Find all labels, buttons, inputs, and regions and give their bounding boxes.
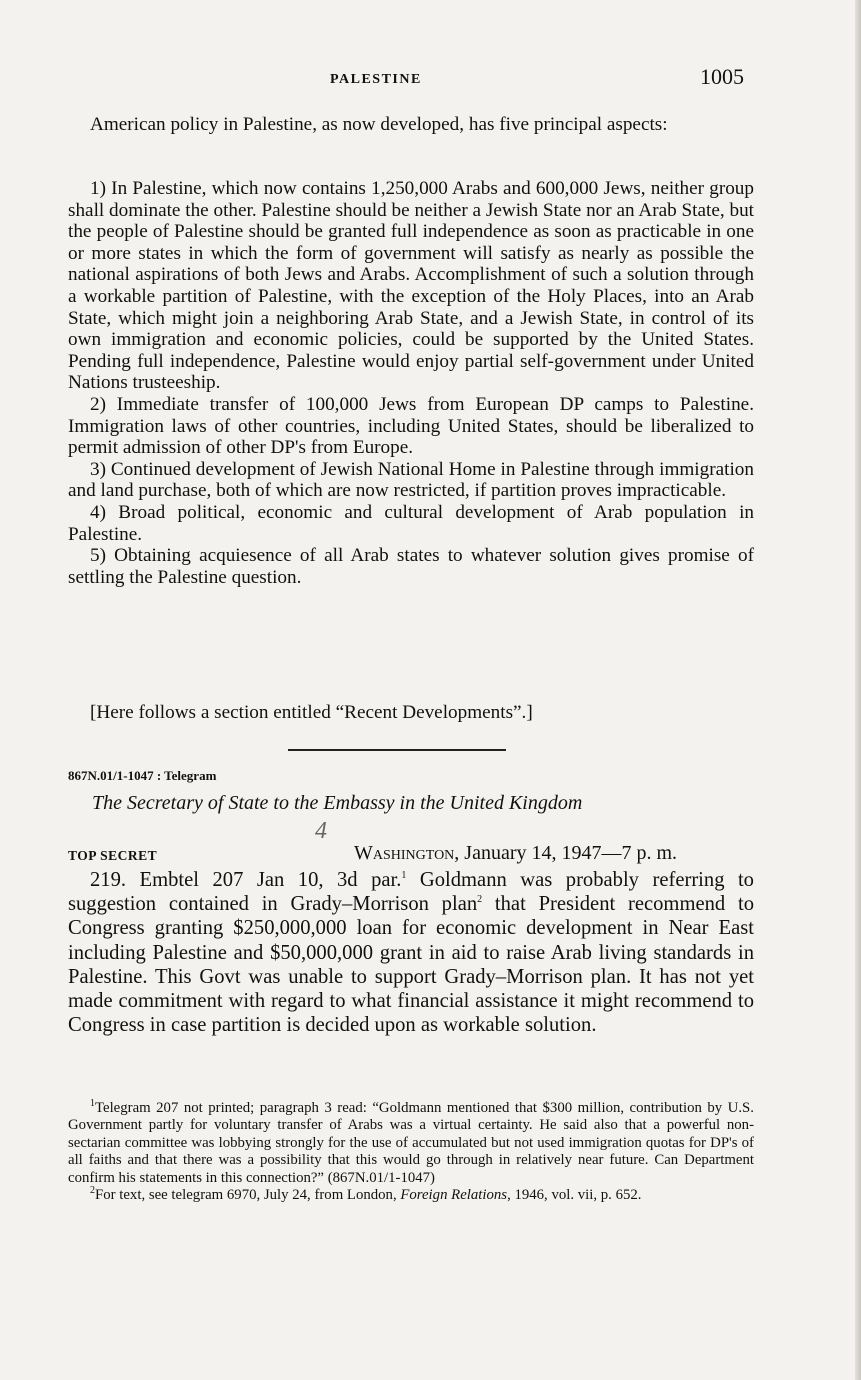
aspect-item: 5) Obtaining acquiesence of all Arab states to whatever solution gives promise of settling the Palestine question. (68, 545, 754, 588)
aspect-item: 3) Continued development of Jewish National Home in Palestine through immigration and land purchase, both of which are now restricted, if partition proves impracticable. (68, 458, 754, 502)
footnote-text: Telegram 207 not printed; paragraph 3 read: “Goldmann mentioned that $300 million, contribution by U.S. Government partly for voluntary transfer of Arabs was a virtual certainty. He said also that a powerful non-sectarian committee was lobbying strongly for the use of accumulated but not used immigration quotas for DP's of all faiths and that there was a possibility that this would go through in relatively near future. Can Department confirm his statements in this connection?” (867N.01/1-1047) (68, 1100, 754, 1186)
aspect-item: 1) In Palestine, which now contains 1,250,000 Arabs and 600,000 Jews, neither group shall dominate the other. Palestine should be neither a Jewish State nor an Arab State, but the people of Palestine should be granted full independence as soon as practicable in one or more states in which the form of government will satisfy as nearly as possible the national aspirations of both Jews and Arabs. Accomplishment of such a solution through a workable partition of Palestine, with the exception of the Holy Places, into an Arab State, which might join a neighboring Arab State, and a Jewish State, in control of its own immigration and economic policies, could be supported by the United States. Pending full independence, Palestine would enjoy partial self-government under United Nations trusteeship. (68, 178, 754, 394)
footnote-ref: 2 (477, 894, 483, 906)
intro-paragraph: American policy in Palestine, as now developed, has five principal aspects: (90, 114, 668, 135)
aspects-list (68, 178, 754, 588)
dateline-date: , January 14, 1947—7 p. m. (454, 842, 678, 864)
file-reference: 867N.01/1-1047 : Telegram (68, 768, 217, 783)
footnote-italic-title: Foreign Relations (400, 1187, 508, 1204)
handwritten-mark: 4 (315, 818, 327, 844)
body-text: 219. Embtel 207 Jan 10, 3d par. (90, 869, 402, 891)
footnote (68, 1187, 754, 1204)
footnote-marker: 1 (90, 1098, 95, 1110)
footnote-marker: 2 (90, 1185, 95, 1197)
footnote-text: For text, see telegram 6970, July 24, from London, (95, 1187, 401, 1204)
body-text: Goldmann was probably referring to suggestion contained in Grady–Morrison plan (68, 869, 754, 916)
section-divider (288, 749, 506, 751)
page-number: 1005 (700, 64, 744, 89)
dateline-place: Washington (354, 842, 455, 864)
telegram-body (68, 868, 754, 1037)
footnote-text: , 1946, vol. vii, p. 652. (507, 1187, 642, 1204)
footnote (68, 1100, 754, 1187)
page-edge-shadow (855, 0, 861, 1380)
running-title: PALESTINE (330, 72, 422, 87)
dateline (354, 842, 754, 865)
editorial-note: [Here follows a section entitled “Recent Developments”.] (90, 702, 533, 723)
aspect-item: 4) Broad political, economic and cultural development of Arab population in Palestine. (68, 501, 754, 545)
aspect-item: 2) Immediate transfer of 100,000 Jews from European DP camps to Palestine. Immigration laws of other countries, including United States, should be liberalized to permit admission of other DP's from Europe. (68, 393, 754, 459)
classification-label: TOP SECRET (68, 848, 158, 863)
footnotes (68, 1100, 754, 1204)
document-title: The Secretary of State to the Embassy in the United Kingdom (92, 792, 583, 814)
footnote-ref: 1 (401, 870, 407, 882)
body-text: that President recommend to Congress granting $250,000,000 loan for economic development in Near East including Palestine and $50,000,000 grant in aid to raise Arab living standards in Palestine. This Govt was unable to support Grady–Morrison plan. It has not yet made commitment with regard to what financial assistance it might recommend to Congress in case partition is decided upon as workable solution. (68, 893, 754, 1037)
